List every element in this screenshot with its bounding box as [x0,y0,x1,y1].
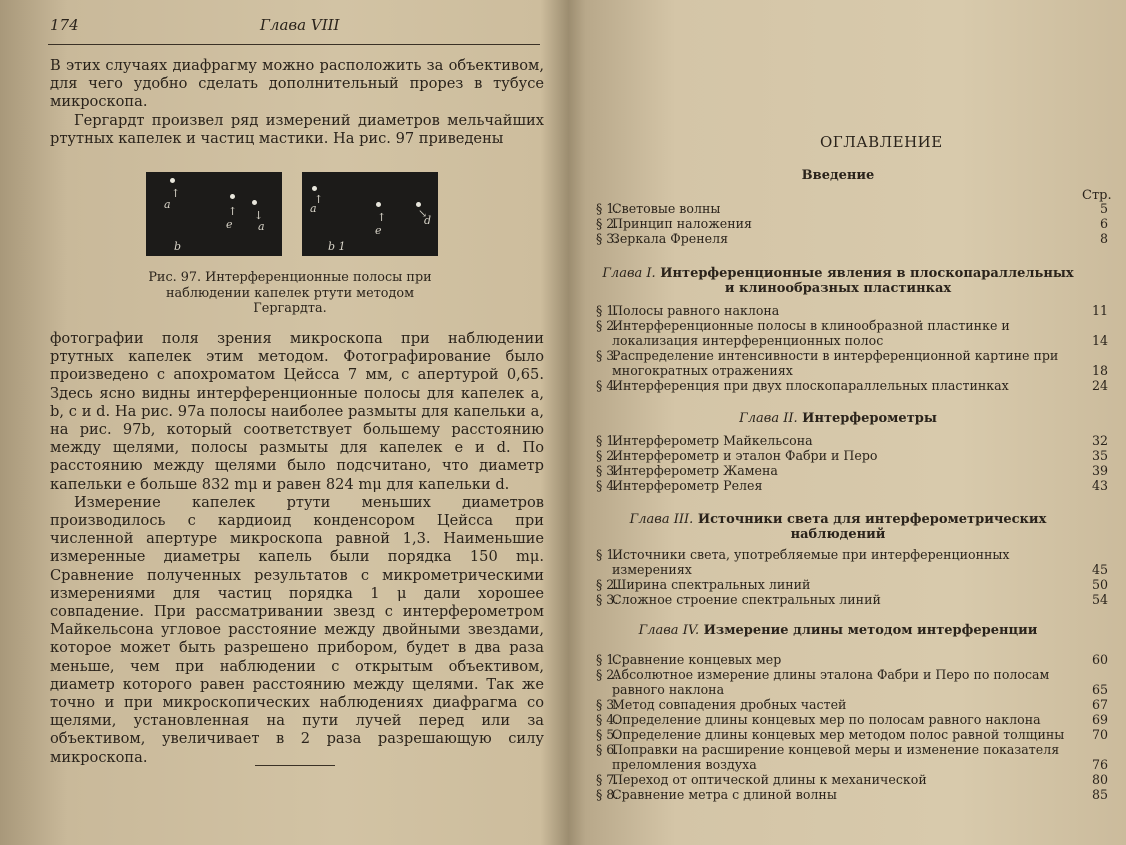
toc-text: Сложное строение спектральных линий [612,592,881,607]
toc-entry [596,712,1108,727]
toc-sect: § 4. [596,712,619,727]
paragraph: фотографии поля зрения микроскопа при наблюдении ртутных капелек этим методом. Фотографирование было произведено с апохроматом Цейсса 7 мм, с апертурой 0,65. Здесь ясно видны интерференционные полосы для капелек a, b, c и d. На рис. 97a полосы наиболее размыты для капельки a, на рис. 97b, который соответствует большему расстоянию между щелями, полосы размыты для капелек e и d. По расстоянию между щелями было подсчитано, что диаметр капельки e больше 832 mμ и равен 824 mμ для капельки d. [50,330,544,493]
toc-page: 35 [1091,448,1108,463]
toc-sect: § 4. [596,478,619,493]
arrow-icon: ↘ [418,207,428,220]
toc-page: 5 [1099,201,1108,216]
toc-text: Световые волны [612,201,721,216]
toc-entry [596,697,1108,712]
toc-sect: § 2. [596,667,619,682]
toc-sect: § 5. [596,727,619,742]
toc-entry [596,667,1108,697]
toc-page: 39 [1091,463,1108,478]
section-title: Источники света для интерферометрических наблюдений [697,512,1047,542]
droplet-dot [170,178,175,183]
section-heading [578,623,1098,638]
photo-label: e [375,224,382,237]
toc-page: 65 [1091,682,1108,697]
paragraph: Измерение капелек ртути меньших диаметров производилось с кардиоид конденсором Цейсса при численной апертуре микроскопа равной 1,3. Наименьшие измеренные диаметры капель были порядка 150 mμ. Сравнение полученных результатов с микрометрическими измерениями для частиц порядка 1 μ дали хорошее совпадение. При рассматривании звезд с интерферометром Майкельсона угловое расстояние между двойными звездами, которое может быть разрешено прибором, будет в два раза меньше, чем при наблюдении с открытым объективом, диаметр которого равен расстоянию между щелями. Так же точно и при микроскопических наблюдениях диафрагма со щелями, установленная на пути лучей перед или за объективом, увеличивает в 2 раза разрешающую силу микроскопа. [50,493,544,766]
toc-entry [596,348,1108,378]
toc-list [596,303,1108,393]
toc-sect: § 4. [596,378,619,393]
toc-title: ОГЛАВЛЕНИЕ [820,133,943,151]
figure-97 [146,172,438,256]
toc-sect: § 3. [596,348,619,363]
toc-page: 67 [1091,697,1108,712]
toc-text: Зеркала Френеля [612,231,729,246]
section-title: Интерференционные явления в плоскопараллельных и клинообразных пластинках [660,266,1074,296]
toc-text: Ширина спектральных линий [612,577,811,592]
toc-page: 69 [1091,712,1108,727]
toc-text: Определение длины концевых мер методом полос равной толщины [612,727,1065,742]
arrow-icon: ↑ [314,193,324,206]
toc-entry [596,463,1108,478]
toc-sect: § 6. [596,742,619,757]
toc-sect: § 2. [596,318,619,333]
droplet-dot [230,194,235,199]
toc-entry [596,318,1108,348]
toc-entry [596,592,1108,607]
toc-text: Определение длины концевых мер по полосам равного наклона [612,712,1041,727]
toc-sect: § 2. [596,216,619,231]
toc-sect: § 1. [596,201,619,216]
toc-text: Интерферометр и эталон Фабри и Перо [612,448,878,463]
photo-label: b [174,240,182,253]
toc-entry [596,216,1108,231]
toc-entry [596,201,1108,216]
photo-label: b 1 [328,240,346,253]
toc-text: Абсолютное измерение длины эталона Фабри и Перо по полосам равного наклона [612,667,1050,697]
toc-page: 50 [1091,577,1108,592]
photo-label: d [424,214,432,227]
toc-entry [596,231,1108,246]
toc-page: 80 [1091,772,1108,787]
toc-sect: § 3. [596,592,619,607]
text-block-top [50,57,544,148]
toc-entry [596,448,1108,463]
figure-caption: Рис. 97. Интерференционные полосы при наблюдении капелек ртути методом Гергардта. [148,270,432,316]
toc-sect: § 8. [596,787,619,802]
toc-text: Интерферометр Жамена [612,463,778,478]
toc-page: 70 [1091,727,1108,742]
section-heading [578,411,1098,426]
toc-entry [596,478,1108,493]
toc-sect: § 3. [596,231,619,246]
photo-label: a [258,220,265,233]
toc-entry [596,547,1108,577]
toc-page: 32 [1091,433,1108,448]
end-rule [255,765,335,766]
toc-text: Сравнение концевых мер [612,652,782,667]
toc-page: 85 [1091,787,1108,802]
photo-label: a [164,198,171,211]
toc-sect: § 1. [596,547,619,562]
section-prefix: Глава III. [629,512,694,527]
toc-text: Переход от оптической длины к механической [612,772,927,787]
toc-page: 76 [1091,757,1108,772]
toc-entry [596,787,1108,802]
page-number: 174 [50,16,79,34]
toc-page: 60 [1091,652,1108,667]
arrow-icon: ↑ [377,211,387,224]
toc-text: Полосы равного наклона [612,303,780,318]
toc-text: Источники света, употребляемые при интерференционных измерениях [612,547,1010,577]
toc-sect: § 1. [596,652,619,667]
header-rule [48,44,540,45]
arrow-icon: ↑ [171,187,181,200]
toc-sect: § 1. [596,433,619,448]
toc-text: Интерференционные полосы в клинообразной пластинке и локализация интерференционных полос [612,318,1010,348]
toc-page: 14 [1091,333,1108,348]
toc-page: 6 [1099,216,1108,231]
section-title: Введение [801,168,875,183]
toc-page: 54 [1091,592,1108,607]
toc-text: Интерферометр Майкельсона [612,433,813,448]
section-heading [598,266,1078,296]
toc-page: 24 [1091,378,1108,393]
toc-text: Интерферометр Релея [612,478,763,493]
droplet-dot [252,200,257,205]
droplet-dot [312,186,317,191]
toc-entry [596,303,1108,318]
toc-list [596,433,1108,493]
toc-entry [596,433,1108,448]
figure-photo-a [146,172,282,256]
section-title: Измерение длины методом интерференции [703,623,1038,638]
toc-text: Интерференция при двух плоскопараллельных пластинках [612,378,1009,393]
chapter-title: Глава VIII [260,16,340,34]
toc-sect: § 2. [596,448,619,463]
figure-photo-b [302,172,438,256]
section-title: Интерферометры [802,411,937,426]
section-heading [598,512,1078,542]
toc-list [596,652,1108,802]
toc-entry [596,378,1108,393]
toc-text: Распределение интенсивности в интерференционной картине при многократных отражениях [612,348,1059,378]
paragraph: В этих случаях диафрагму можно расположить за объективом, для чего удобно сделать дополнительный прорез в тубусе микроскопа. [50,57,544,111]
toc-page: 45 [1091,562,1108,577]
toc-page: 11 [1091,303,1108,318]
toc-entry [596,742,1108,772]
arrow-icon: ↓ [254,209,264,222]
section-prefix: Глава I. [602,266,656,281]
toc-text: Метод совпадения дробных частей [612,697,847,712]
toc-entry [596,577,1108,592]
droplet-dot [376,202,381,207]
toc-entry [596,772,1108,787]
arrow-icon: ↑ [228,205,238,218]
toc-text: Сравнение метра с длиной волны [612,787,837,802]
toc-sect: § 1. [596,303,619,318]
text-block-bottom [50,330,544,767]
toc-sect: § 2. [596,577,619,592]
paragraph: Гергардт произвел ряд измерений диаметров мельчайших ртутных капелек и частиц мастики. На рис. 97 приведены [50,111,544,147]
right-page [578,0,1126,845]
photo-label: e [226,218,233,231]
toc-sect: § 3. [596,697,619,712]
page-column-label: Стр. [1082,188,1112,203]
toc-text: Поправки на расширение концевой меры и изменение показателя преломления воздуха [612,742,1060,772]
section-heading [578,168,1098,183]
toc-sect: § 7. [596,772,619,787]
section-prefix: Глава II. [739,411,798,426]
toc-page: 18 [1091,363,1108,378]
toc-entry [596,652,1108,667]
toc-list [596,201,1108,246]
toc-page: 8 [1099,231,1108,246]
toc-page: 43 [1091,478,1108,493]
toc-entry [596,727,1108,742]
section-prefix: Глава IV. [638,623,700,638]
toc-sect: § 3. [596,463,619,478]
toc-list [596,547,1108,607]
toc-text: Принцип наложения [612,216,752,231]
photo-label: a [310,202,317,215]
